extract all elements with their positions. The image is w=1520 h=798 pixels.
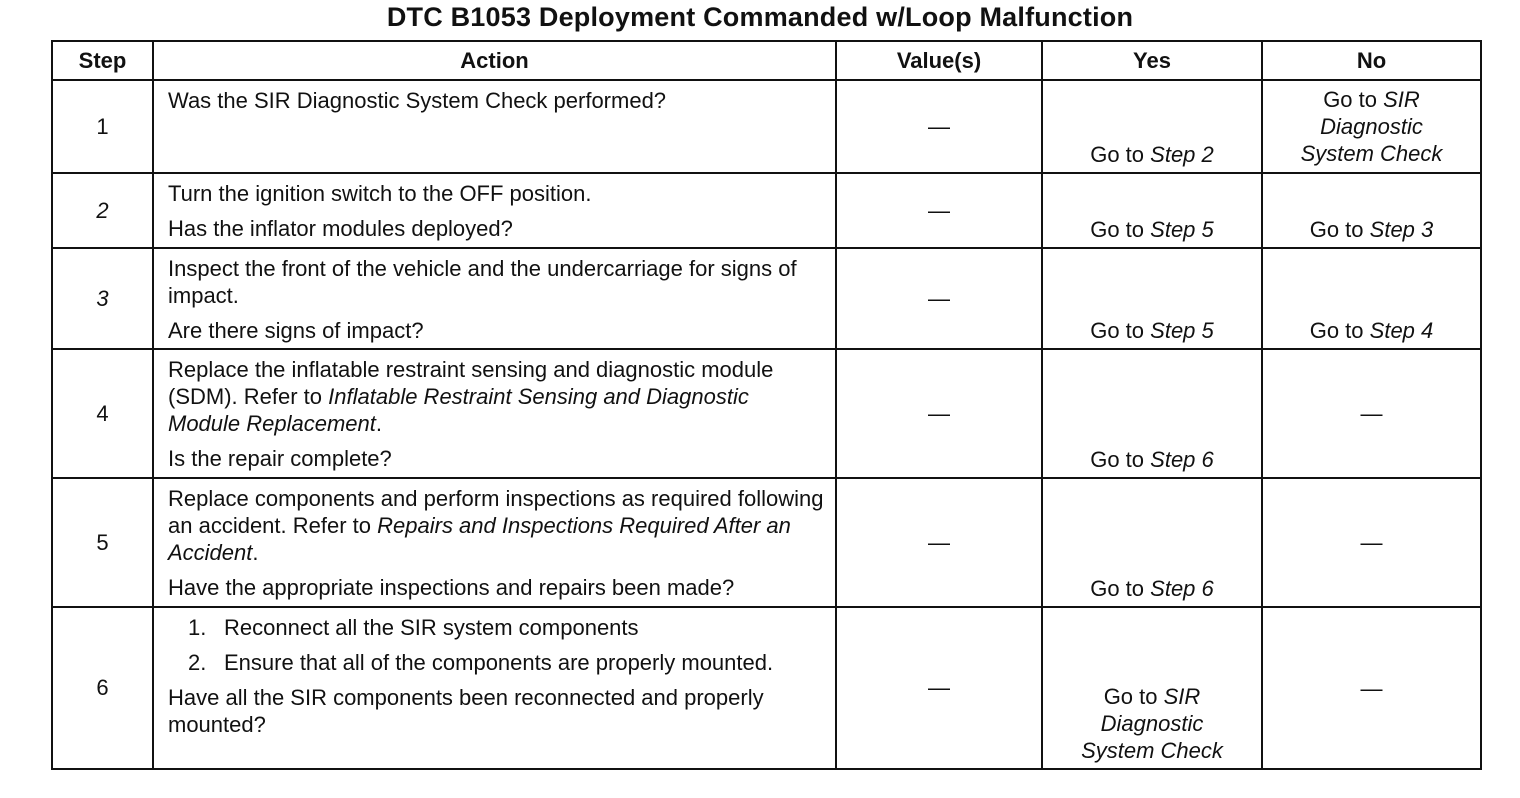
table-row <box>52 173 1481 248</box>
action-text: Replace components and perform inspections as required following an accident. Refer to Repairs and Inspections Required After an Accident. <box>168 486 824 565</box>
step-number: 5 <box>52 478 153 607</box>
action-cell <box>153 478 836 607</box>
goto-text: Go to <box>1090 217 1145 242</box>
yes-link[interactable]: Step 6 <box>1150 576 1214 601</box>
action-question: Have all the SIR components been reconnected and properly mounted? <box>168 685 764 737</box>
action-text: Turn the ignition switch to the OFF position. <box>168 181 592 206</box>
yes-link[interactable]: Step 6 <box>1150 447 1214 472</box>
value-cell: — <box>836 248 1042 349</box>
goto-text: Go to <box>1090 447 1145 472</box>
list-item: 1. Reconnect all the SIR system components <box>188 615 639 640</box>
no-cell <box>1262 248 1481 349</box>
goto-text: Go to <box>1309 217 1364 242</box>
yes-cell <box>1042 80 1262 173</box>
no-cell: — <box>1262 349 1481 478</box>
step-number: 6 <box>52 607 153 769</box>
no-cell <box>1262 173 1481 248</box>
header-yes: Yes <box>1042 41 1262 80</box>
header-step: Step <box>52 41 153 80</box>
action-question: Have the appropriate inspections and repairs been made? <box>168 575 735 600</box>
action-text: Replace the inflatable restraint sensing and diagnostic module (SDM). Refer to Inflatable Restraint Sensing and Diagnostic Module Replacement. <box>168 357 774 436</box>
step-number: 1 <box>52 80 153 173</box>
value-cell: — <box>836 173 1042 248</box>
action-cell <box>153 607 836 769</box>
action-text: Was the SIR Diagnostic System Check performed? <box>168 88 667 113</box>
header-no: No <box>1262 41 1481 80</box>
yes-cell <box>1042 607 1262 769</box>
table-row <box>52 349 1481 478</box>
no-cell <box>1262 80 1481 173</box>
action-cell <box>153 173 836 248</box>
goto-text: Go to <box>1090 576 1145 601</box>
yes-link[interactable]: Step 5 <box>1150 318 1214 343</box>
value-cell: — <box>836 478 1042 607</box>
diagnostic-table <box>51 40 1482 770</box>
reference-link[interactable]: Repairs and Inspections Required After an Accident <box>168 513 791 565</box>
yes-link[interactable]: Go to SIR Diagnostic System Check <box>1081 684 1223 763</box>
value-cell: — <box>836 607 1042 769</box>
header-action: Action <box>153 41 836 80</box>
step-number: 4 <box>52 349 153 478</box>
table-row <box>52 248 1481 349</box>
action-question: Are there signs of impact? <box>168 318 424 343</box>
table-row <box>52 80 1481 173</box>
goto-text: Go to <box>1309 318 1364 343</box>
value-cell: — <box>836 349 1042 478</box>
no-link[interactable]: Step 3 <box>1369 217 1434 242</box>
reference-link[interactable]: Inflatable Restraint Sensing and Diagnostic Module Replacement <box>168 384 749 436</box>
list-item: 2. Ensure that all of the components are properly mounted. <box>188 650 774 675</box>
action-text: Inspect the front of the vehicle and the undercarriage for signs of impact. <box>168 256 797 308</box>
table-row <box>52 478 1481 607</box>
yes-cell <box>1042 478 1262 607</box>
action-cell <box>153 80 836 173</box>
action-list <box>168 614 827 676</box>
action-question: Is the repair complete? <box>168 446 392 471</box>
header-values: Value(s) <box>836 41 1042 80</box>
yes-link[interactable]: Step 2 <box>1150 142 1214 167</box>
action-cell <box>153 248 836 349</box>
yes-cell <box>1042 248 1262 349</box>
value-cell: — <box>836 80 1042 173</box>
action-question: Has the inflator modules deployed? <box>168 216 513 241</box>
goto-text: Go to <box>1090 142 1145 167</box>
page-title: DTC B1053 Deployment Commanded w/Loop Malfunction <box>386 2 1134 32</box>
yes-link[interactable]: Step 5 <box>1150 217 1214 242</box>
no-link[interactable]: Step 4 <box>1369 318 1434 343</box>
table-header-row <box>52 41 1481 80</box>
action-cell <box>153 349 836 478</box>
no-cell: — <box>1262 478 1481 607</box>
yes-cell <box>1042 173 1262 248</box>
goto-text: Go to <box>1090 318 1145 343</box>
table-row <box>52 607 1481 769</box>
no-cell: — <box>1262 607 1481 769</box>
yes-cell <box>1042 349 1262 478</box>
step-number: 3 <box>52 248 153 349</box>
step-number: 2 <box>52 173 153 248</box>
no-link[interactable]: Go to SIR Diagnostic System Check <box>1300 87 1443 166</box>
